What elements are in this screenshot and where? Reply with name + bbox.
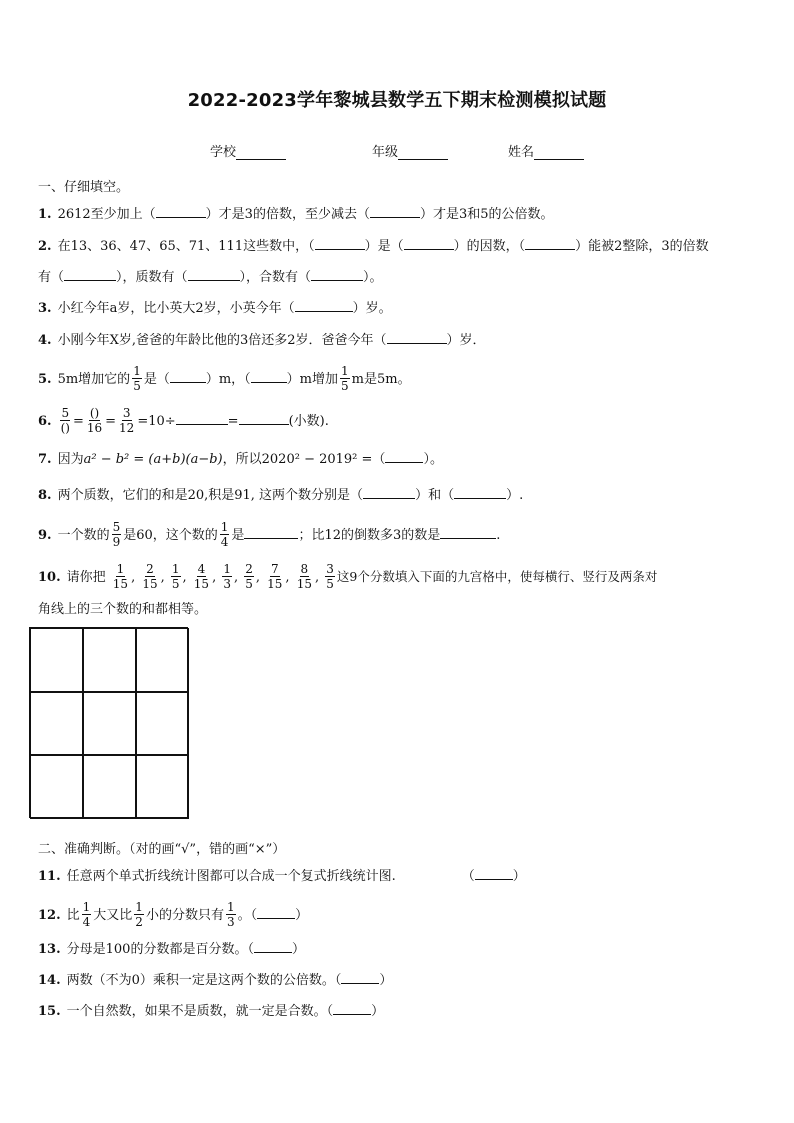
- grid-cell[interactable]: [83, 628, 136, 692]
- question-text: 任意两个单式折线统计图都可以合成一个复式折线统计图.: [66, 869, 396, 884]
- question-text: ），合数有（: [239, 270, 312, 285]
- question-number: 10.: [38, 570, 61, 585]
- question-9: [38, 522, 764, 549]
- numerator: (): [89, 406, 100, 420]
- question-text: .: [496, 528, 501, 543]
- question-text: ）岁。: [352, 301, 392, 316]
- question-text: 一个数的: [57, 528, 110, 543]
- magic-square-grid: [29, 627, 188, 818]
- question-12: [38, 902, 764, 929]
- denominator: 16: [86, 421, 103, 435]
- question-13: [38, 940, 764, 960]
- denominator: 15: [267, 577, 283, 591]
- question-text: 是: [231, 528, 245, 543]
- question-text: ）: [512, 869, 526, 884]
- question-text: ）岁．: [446, 333, 486, 348]
- question-11: [38, 867, 764, 887]
- question-text: 请你把: [66, 570, 106, 585]
- grid-cell[interactable]: [30, 692, 83, 755]
- denominator: 5: [171, 577, 180, 591]
- school-blank[interactable]: [236, 144, 286, 160]
- question-text: ）的因数，（: [453, 239, 526, 254]
- question-number: 8.: [38, 488, 52, 503]
- numerator: 1: [226, 900, 235, 914]
- fraction: [60, 407, 71, 434]
- answer-blank[interactable]: [385, 450, 423, 463]
- answer-blank[interactable]: [64, 268, 116, 281]
- question-number: 9.: [38, 528, 52, 543]
- question-number: 6.: [38, 414, 52, 429]
- fraction: [132, 365, 142, 392]
- fraction: [226, 901, 236, 928]
- question-number: 5.: [38, 372, 52, 387]
- question-text: (小数).: [288, 414, 329, 429]
- question-text: ）。: [423, 452, 443, 467]
- numerator: 1: [82, 900, 91, 914]
- question-1: [38, 205, 764, 225]
- answer-blank[interactable]: [525, 237, 575, 250]
- question-number: 1.: [38, 207, 52, 222]
- question-text: 因为: [57, 452, 84, 467]
- numerator: 2: [245, 562, 253, 576]
- answer-blank[interactable]: [454, 486, 506, 499]
- question-text: ）: [371, 1004, 385, 1019]
- name-field: [508, 141, 584, 160]
- denominator: 5: [133, 379, 141, 393]
- question-text: ）m，（: [205, 372, 251, 387]
- answer-blank[interactable]: [475, 867, 513, 880]
- question-text: ），质数有（: [116, 270, 188, 285]
- answer-blank[interactable]: [440, 526, 496, 539]
- question-text: （: [461, 869, 475, 884]
- fraction: [193, 563, 210, 590]
- question-14: [38, 971, 764, 991]
- denominator: 15: [112, 577, 129, 591]
- denominator: 5: [326, 577, 334, 591]
- numerator: 1: [341, 364, 349, 378]
- section-heading-1: 一、仔细填空。: [38, 180, 130, 195]
- fraction: [112, 563, 129, 590]
- question-text: m是5m。: [351, 372, 411, 387]
- question-8: [38, 486, 764, 506]
- denominator: 15: [193, 577, 210, 591]
- answer-blank[interactable]: [239, 412, 289, 425]
- question-text: ）: [295, 908, 309, 923]
- question-text: ）能被2整除，3的倍数: [575, 239, 709, 254]
- denominator: 5: [341, 379, 349, 393]
- fraction: [112, 521, 122, 548]
- question-text: ，所以: [222, 452, 262, 467]
- question-text: 小红今年a岁，比小英大2岁，小英今年（: [57, 301, 295, 316]
- question-15: [38, 1002, 764, 1022]
- numerator: 4: [197, 562, 206, 576]
- question-text: 两数（不为0）乘积一定是这两个数的公倍数。（: [66, 973, 342, 988]
- answer-blank[interactable]: [254, 940, 292, 953]
- question-text: ）是（: [364, 239, 404, 254]
- question-text: ）和（: [415, 488, 455, 503]
- question-text: 大又比: [93, 908, 133, 923]
- denominator: 5: [245, 577, 253, 591]
- question-text: =: [227, 414, 239, 429]
- question-number: 3.: [38, 301, 52, 316]
- page-title: 2022-2023学年黎城县数学五下期末检测模拟试题: [187, 90, 607, 111]
- numerator: 5: [112, 520, 121, 534]
- numerator: 7: [270, 562, 279, 576]
- denominator: 2: [135, 915, 143, 929]
- question-text: ；比12的倒数多3的数是: [298, 528, 441, 543]
- question-10: 10. 请你把 $\frac{1}{15}$ , $\frac{2}{15}$ , $\frac{1}{5}$ , $\frac{4}{15}$ , $\frac{1}{3}$ , $\frac{2}{5}$ , $\frac{7}{15}$ , $\frac{8}{15}$ , $\frac{3}{5}$ 这9个分数填入下面的九宫格中，使每横行、竖行及两条对: [38, 562, 658, 591]
- fraction: [340, 365, 350, 392]
- fraction: [266, 563, 283, 590]
- question-text: ）m增加: [286, 372, 338, 387]
- question-text: 在13、36、47、65、71、111这些数中，（: [57, 239, 315, 254]
- grade-label: 年级: [372, 145, 399, 160]
- answer-blank[interactable]: [176, 412, 228, 425]
- answer-blank[interactable]: [170, 370, 206, 383]
- school-field: [210, 141, 286, 160]
- math-formula: a² − b² = (a+b)(a−b): [83, 452, 223, 467]
- question-text: 有（: [38, 270, 65, 285]
- grid-cell[interactable]: [136, 628, 189, 692]
- question-number: 11.: [38, 869, 61, 884]
- name-label: 姓名: [508, 145, 535, 160]
- denominator: 9: [112, 535, 121, 549]
- question-2: [38, 237, 764, 257]
- equals-sign: =: [72, 414, 84, 429]
- question-number: 12.: [38, 908, 61, 923]
- question-text: ）: [291, 942, 305, 957]
- answer-blank[interactable]: [244, 526, 298, 539]
- question-text: ）: [379, 973, 393, 988]
- question-text: 是60，这个数的: [123, 528, 218, 543]
- denominator: (): [60, 421, 70, 435]
- question-number: 2.: [38, 239, 52, 254]
- question-number: 13.: [38, 942, 61, 957]
- question-number: 14.: [38, 973, 61, 988]
- answer-blank[interactable]: [251, 370, 287, 383]
- question-text: =10÷: [137, 414, 176, 429]
- section-heading-2: 二、准确判断。（对的画“√”，错的画“×”）: [38, 842, 286, 857]
- question-text: 一个自然数，如果不是质数，就一定是合数。（: [66, 1004, 334, 1019]
- question-text: 5m增加它的: [57, 372, 131, 387]
- question-text: 小的分数只有: [145, 908, 224, 923]
- fraction: [134, 901, 144, 928]
- grade-blank[interactable]: [398, 144, 448, 160]
- denominator: 3: [226, 915, 235, 929]
- question-text: 分母是100的分数都是百分数。（: [66, 942, 254, 957]
- question-text: 这9个分数填入下面的九宫格中，使每横行、竖行及两条对: [336, 569, 658, 584]
- question-10-line-2: 角线上的三个数的和都相等。: [38, 602, 208, 617]
- numerator: 1: [220, 520, 229, 534]
- answer-blank[interactable]: [333, 1002, 371, 1015]
- answer-blank[interactable]: [404, 237, 454, 250]
- numerator: 1: [223, 562, 231, 576]
- question-text: ）才是3和5的公倍数。: [419, 207, 554, 222]
- question-text: 是（: [143, 372, 170, 387]
- fraction: [82, 901, 92, 928]
- fraction: [222, 563, 232, 590]
- numerator: 1: [171, 562, 180, 576]
- denominator: 4: [220, 535, 229, 549]
- question-text: ）.: [506, 488, 524, 503]
- numerator: 3: [326, 562, 334, 576]
- grade-field: [372, 141, 448, 160]
- fraction: [220, 521, 230, 548]
- question-5: [38, 366, 764, 393]
- question-number: 15.: [38, 1004, 61, 1019]
- question-2-line-2: [38, 268, 764, 288]
- grid-cell[interactable]: [136, 755, 189, 819]
- fraction: [296, 563, 313, 590]
- question-3: [38, 299, 764, 319]
- name-blank[interactable]: [534, 144, 584, 160]
- answer-blank[interactable]: [311, 268, 363, 281]
- numerator: 8: [300, 562, 309, 576]
- denominator: 4: [82, 915, 91, 929]
- answer-blank[interactable]: [363, 486, 415, 499]
- grid-cell[interactable]: [83, 692, 136, 755]
- question-7: [38, 450, 764, 470]
- answer-blank[interactable]: [156, 205, 206, 218]
- question-number: 4.: [38, 333, 52, 348]
- answer-blank[interactable]: [370, 205, 420, 218]
- grid-cell[interactable]: [83, 755, 136, 819]
- answer-blank[interactable]: [315, 237, 365, 250]
- question-number: 7.: [38, 452, 52, 467]
- fraction: [141, 563, 158, 590]
- math-expression: 2020² − 2019² =: [261, 452, 373, 467]
- numerator: 1: [135, 900, 143, 914]
- answer-blank[interactable]: [188, 268, 240, 281]
- denominator: 15: [142, 577, 158, 591]
- question-text: ）才是3的倍数，至少减去（: [205, 207, 370, 222]
- fraction: [325, 563, 335, 590]
- question-text: （: [372, 452, 386, 467]
- grid-cell[interactable]: [30, 628, 83, 692]
- question-4: [38, 331, 764, 351]
- equals-sign: =: [105, 414, 117, 429]
- question-text: 2612至少加上（: [57, 207, 156, 222]
- answer-blank[interactable]: [341, 971, 379, 984]
- fraction: [244, 563, 254, 590]
- grid-cell[interactable]: [30, 755, 83, 819]
- fraction: [118, 407, 135, 434]
- numerator: 5: [61, 406, 70, 420]
- denominator: 12: [119, 421, 135, 435]
- numerator: 1: [116, 562, 125, 576]
- numerator: 3: [122, 406, 131, 420]
- fraction: [86, 407, 103, 434]
- question-text: ）。: [363, 270, 383, 285]
- answer-blank[interactable]: [295, 299, 353, 312]
- question-6: [38, 408, 764, 435]
- numerator: 1: [133, 364, 141, 378]
- question-text: 比: [66, 908, 80, 923]
- question-text: 。（: [237, 908, 258, 923]
- denominator: 15: [296, 577, 312, 591]
- question-text: 两个质数，它们的和是20,积是91, 这两个数分别是（: [57, 488, 364, 503]
- answer-blank[interactable]: [257, 906, 295, 919]
- question-text: 小刚今年X岁,爸爸的年龄比他的3倍还多2岁．爸爸今年（: [57, 333, 387, 348]
- school-label: 学校: [210, 145, 237, 160]
- denominator: 3: [223, 577, 231, 591]
- fraction: [171, 563, 181, 590]
- numerator: 2: [146, 562, 154, 576]
- answer-blank[interactable]: [387, 331, 447, 344]
- grid-cell[interactable]: [136, 692, 189, 755]
